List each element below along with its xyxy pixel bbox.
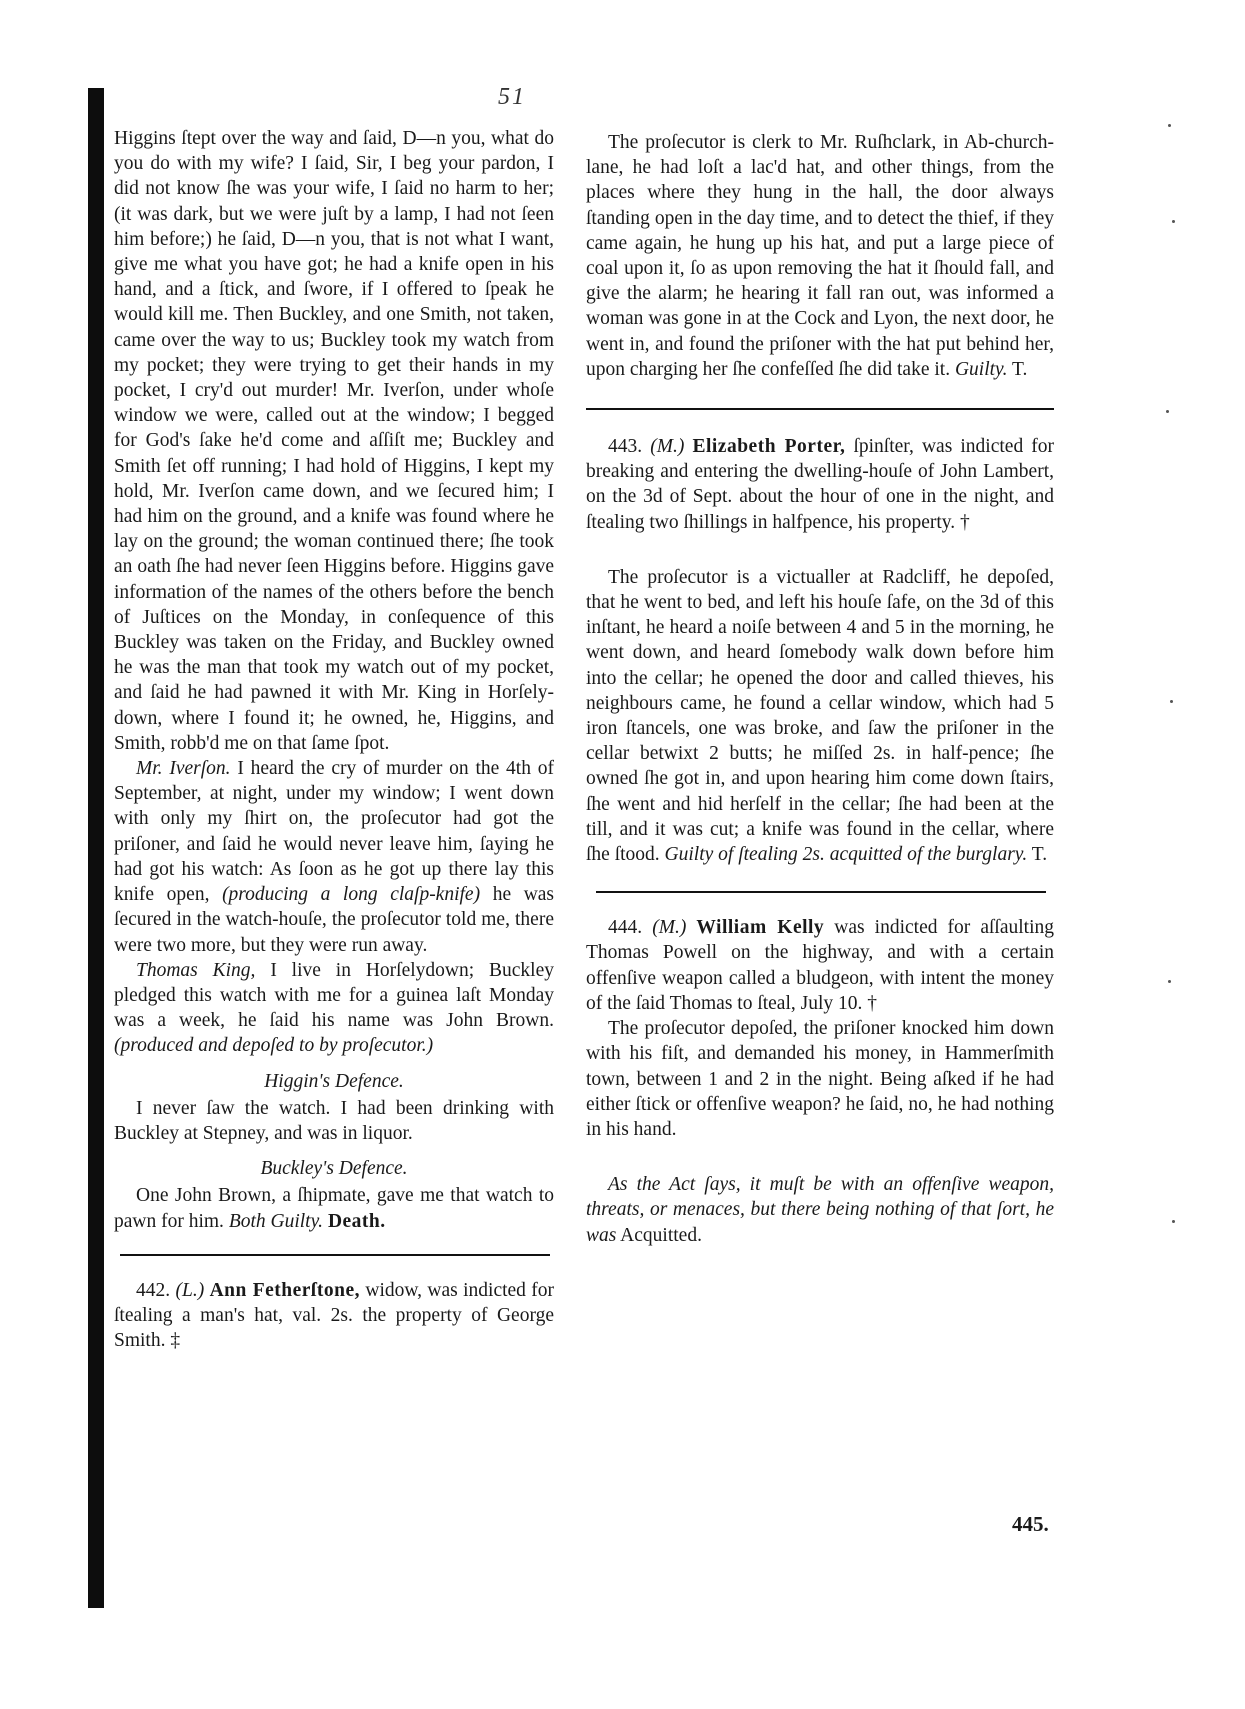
section-divider (596, 891, 1046, 893)
left-column (114, 126, 554, 1353)
witness-king (114, 958, 554, 1059)
defence-text-higgins: I never ſaw the watch. I had been drinking with Buckley at Stepney, and was in liquor. (114, 1097, 554, 1144)
court-note (586, 1172, 1054, 1248)
case-mark: † (867, 992, 878, 1014)
defence-heading-higgins: Higgin's Defence. (264, 1070, 404, 1092)
defendant-name: Elizabeth Porter, (692, 436, 846, 458)
witness-text: I heard the cry of murder on the 4th of September, at night, under my window; I went down with only my ſhirt on, the proſecutor had got the priſoner, and ſaid he would never leave him, ſaying he had got his watch: As ſoon as he got up there lay this knife open, (114, 758, 555, 906)
witness-iverson (114, 756, 554, 958)
indictment-text: widow, was indicted for ſtealing a man's hat, val. 2s. the property of George Smith. (114, 1279, 555, 1352)
spacer (586, 535, 1054, 565)
testimony-paragraph (586, 130, 1054, 382)
witness-name: Mr. Iverſon. (136, 758, 231, 780)
spacer (586, 1142, 1054, 1172)
defendant-name: William Kelly (696, 917, 825, 939)
case-mark: ‡ (170, 1330, 181, 1352)
right-column (586, 130, 1054, 1248)
defence-text: One John Brown, a ſhipmate, gave me that watch to pawn for him. (114, 1185, 554, 1232)
court-code: (L.) (175, 1279, 205, 1301)
case-number: 443. (608, 436, 643, 458)
witness-name: Thomas King, (136, 959, 256, 981)
case-number: 444. (608, 917, 643, 939)
testimony-paragraph: The proſecutor depoſed, the priſoner knocked him down with his fiſt, and demanded his money, in Hammerſmith town, between 1 and 2 in the night. Being aſked if he had either ſtick or offenſive weapon? he ſaid, no, he had nothing in his hand. (586, 1018, 1054, 1140)
court-code: (M.) (652, 917, 687, 939)
catchword: 445. (1012, 1512, 1049, 1536)
binding-edge (88, 88, 104, 1608)
witness-text-continued: he was ſecured in the watch-houſe, the proſecutor told me, there were two more, but they were run away. (114, 884, 555, 956)
verdict: Acquitted. (620, 1224, 702, 1246)
witness-text: I live in Horſelydown; Buckley pledged this watch with me for a guinea laſt Monday was a week, he ſaid his name was John Brown. (114, 959, 554, 1032)
folio-number: 51 (498, 84, 526, 110)
section-divider (586, 408, 1054, 410)
case-entry-443 (586, 434, 1054, 535)
case-mark: † (960, 511, 970, 533)
scan-speck (1168, 124, 1171, 127)
stage-direction: (produced and depoſed to by proſecutor.) (114, 1035, 434, 1057)
scan-speck (1168, 980, 1171, 983)
scan-speck (1166, 410, 1169, 413)
court-note-text: As the Act ſays, it muſt be with an offenſive weapon, threats, or menaces, but there being nothing of that ſort, he was (586, 1174, 1054, 1246)
section-divider (120, 1254, 550, 1256)
defence-heading-buckley: Buckley's Defence. (260, 1158, 408, 1180)
case-number: 442. (136, 1279, 171, 1301)
scan-speck (1170, 700, 1173, 703)
testimony-paragraph: Higgins ſtept over the way and ſaid, D—n you, what do you do with my wife? I ſaid, Sir, I beg your pardon, I did not know ſhe was your wife, I ſaid no harm to her; (it was dark, but we were juſt by a lamp, I had not ſeen him before;) he ſaid, D—n you, that is not what I want, give me what you have got; he had a knife open in his hand, and a ſtick, and ſwore, if I offered to ſpeak he would kill me. Then Buckley, and one Smith, not taken, came over the way to us; Buckley took my watch from my pocket; they were trying to get their hands in my pocket, I cry'd out murder! Mr. Iverſon, under whoſe window we were, called out at the window; I begged for God's ſake he'd come and aſſiſt me; Buckley and Smith ſet off running; I had hold of Higgins, I kept my hold, Mr. Iverſon came down, and we ſecured him; I had him on the ground, and a knife was found where he lay on the ground; the woman continued there; ſhe took an oath ſhe had never ſeen Higgins before. Higgins gave information of the names of the others before the bench of Juſtices on the Monday, in conſequence of this Buckley was taken on the Friday, and Buckley owned he was the man that took my watch out of my pocket, and ſaid he had pawned it with Mr. King in Horſely-down, where I found it; he owned, he, Higgins, and Smith, robb'd me on that ſame ſpot. (114, 128, 554, 754)
sentence-mark: T. (1031, 844, 1048, 866)
case-entry-442 (114, 1278, 554, 1354)
court-code: (M.) (650, 436, 685, 458)
sentence: Death. (327, 1210, 386, 1232)
testimony-text: The proſecutor is a victualler at Radcliff, he depoſed, that he went to bed, and left his houſe ſafe, on the 3d of this inſtant, he heard a noiſe between 4 and 5 in the morning, he went down, and heard ſomebody walk down before him into the cellar; he opened the door and called thieves, his neighbours came, he found a cellar window, which had 5 iron ſtancels, one was broke, and ſaw the priſoner in the cellar betwixt 2 butts; he miſſed 2s. in half-pence; ſhe owned ſhe got in, and upon hearing him come down ſtairs, ſhe went and hid herſelf in the cellar; ſhe had been at the till, and it was cut; a knife was found in the cellar, where ſhe ſtood. (586, 566, 1054, 866)
testimony-paragraph (586, 565, 1054, 867)
indictment-text: ſpinſter, was indicted for breaking and entering the dwelling-houſe of John Lambert, on the 3d of Sept. about the hour of one in the night, and ſtealing two ſhillings in halfpence, his property. (586, 436, 1055, 533)
indictment-text: was indicted for aſſaulting Thomas Powell on the highway, and with a certain offenſive weapon called a bludgeon, with intent the money of the ſaid Thomas to ſteal, July 10. (586, 917, 1055, 1014)
verdict: Both Guilty. (228, 1210, 324, 1232)
case-entry-444 (586, 915, 1054, 1016)
defence-text-buckley (114, 1183, 554, 1233)
stage-direction: (producing a long claſp-knife) (222, 884, 481, 906)
verdict: Guilty. (954, 358, 1008, 380)
scan-speck (1172, 220, 1175, 223)
sentence-mark: T. (1012, 358, 1028, 380)
testimony-text: The proſecutor is clerk to Mr. Ruſhclark, in Ab-church-lane, he had loſt a lac'd hat, and other things, from the places where they hung in the hall, the door always ſtanding open in the day time, and to detect the thief, if they came again, he hung up his hat, and put a large piece of coal upon it, ſo as upon removing the hat it ſhould fall, and give the alarm; he hearing it fall ran out, was informed a woman was gone in at the Cock and Lyon, the next door, he went in, and found the priſoner with the hat put behind her, upon charging her ſhe confeſſed ſhe did take it. (586, 132, 1054, 380)
verdict: Guilty of ſtealing 2s. acquitted of the burglary. (664, 844, 1028, 866)
defendant-name: Ann Fetherſtone, (209, 1279, 360, 1301)
scan-speck (1172, 1220, 1175, 1223)
